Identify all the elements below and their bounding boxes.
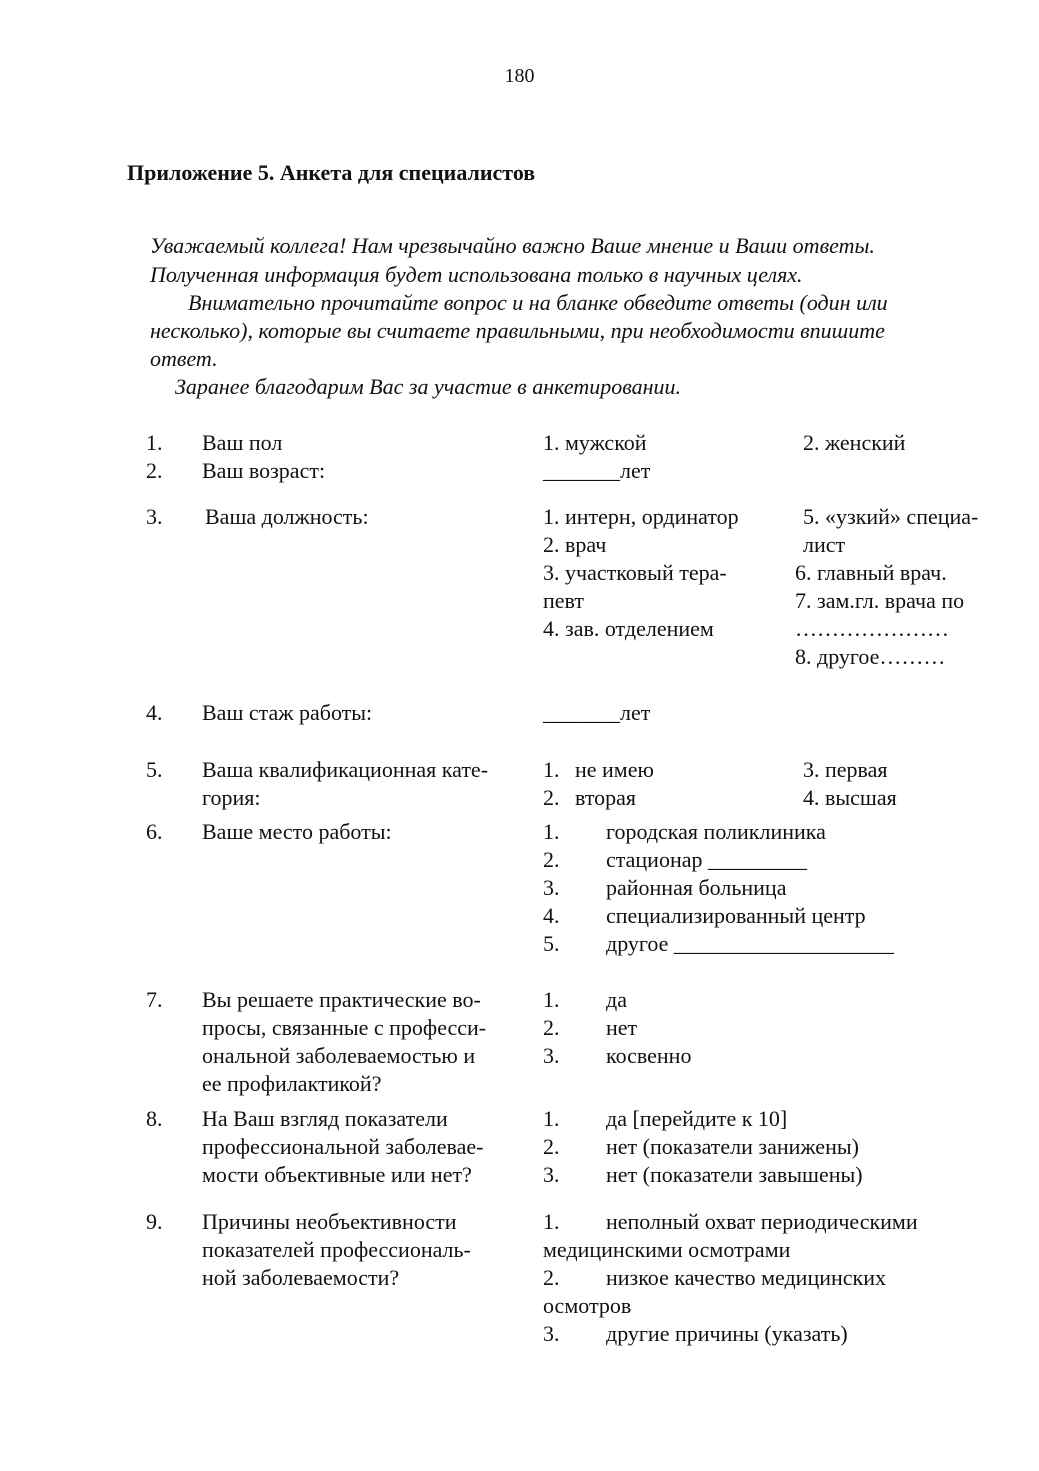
answer-option-continued: певт: [543, 588, 584, 613]
option-number: 3.: [543, 1043, 560, 1068]
question-text: профессиональной заболевае-: [202, 1134, 484, 1159]
question-number: 5.: [146, 757, 163, 782]
option-number: 3.: [543, 1321, 560, 1346]
answer-option[interactable]: да: [606, 987, 627, 1012]
question-number: 2.: [146, 458, 163, 483]
option-number: 1.: [543, 1106, 560, 1131]
answer-option[interactable]: 7. зам.гл. врача по: [795, 588, 965, 613]
question-number: 4.: [146, 700, 163, 725]
option-number: 1.: [543, 987, 560, 1012]
question-text: ее профилактикой?: [202, 1071, 382, 1096]
question-text: ональной заболеваемостью и: [202, 1043, 476, 1068]
question-text: На Ваш взгляд показатели: [202, 1106, 448, 1131]
answer-option[interactable]: стационар _________: [606, 847, 807, 872]
answer-option[interactable]: 1. мужской: [543, 430, 647, 455]
answer-option-continued: осмотров: [543, 1293, 632, 1318]
intro-line: ответ.: [150, 346, 218, 371]
answer-option-continued: медицинскими осмотрами: [543, 1237, 791, 1262]
question-number: 7.: [146, 987, 163, 1012]
option-number: 5.: [543, 931, 560, 956]
answer-option[interactable]: неполный охват периодическими: [606, 1209, 918, 1234]
option-number: 3.: [543, 1162, 560, 1187]
answer-option[interactable]: 3. первая: [803, 757, 888, 782]
answer-option[interactable]: вторая: [575, 785, 637, 810]
answer-option[interactable]: 1. интерн, ординатор: [543, 504, 739, 529]
question-text: ной заболеваемости?: [202, 1265, 400, 1290]
intro-line: Заранее благодарим Вас за участие в анкетировании.: [175, 374, 682, 399]
answer-option-continued: лист: [803, 532, 846, 557]
intro-line: несколько), которые вы считаете правильными, при необходимости впишите: [150, 318, 885, 343]
answer-option[interactable]: не имею: [575, 757, 654, 782]
option-number: 2.: [543, 1015, 560, 1040]
option-number: 1.: [543, 1209, 560, 1234]
answer-option[interactable]: нет: [606, 1015, 638, 1040]
answer-option[interactable]: 6. главный врач.: [795, 560, 947, 585]
answer-option[interactable]: 4. зав. отделением: [543, 616, 714, 641]
answer-option[interactable]: 4. высшая: [803, 785, 897, 810]
page-title: Приложение 5. Анкета для специалистов: [127, 160, 536, 185]
intro-line: Уважаемый коллега! Нам чрезвычайно важно Ваше мнение и Ваши ответы.: [150, 233, 875, 258]
answer-option[interactable]: 3. участковый тера-: [543, 560, 727, 585]
question-text: Вы решаете практические во-: [202, 987, 481, 1012]
answer-option[interactable]: специализированный центр: [606, 903, 866, 928]
intro-line: Полученная информация будет использована только в научных целях.: [150, 262, 803, 287]
answer-option[interactable]: другое ____________________: [606, 931, 894, 956]
option-number: 2.: [543, 1265, 560, 1290]
page-number: 180: [504, 65, 535, 87]
answer-option[interactable]: другие причины (указать): [606, 1321, 848, 1346]
answer-option[interactable]: 8. другое………: [795, 644, 946, 669]
option-number: 4.: [543, 903, 560, 928]
question-text: показателей профессиональ-: [202, 1237, 471, 1262]
question-number: 9.: [146, 1209, 163, 1234]
answer-option[interactable]: нет (показатели занижены): [606, 1134, 859, 1159]
answer-option[interactable]: да [перейдите к 10]: [606, 1106, 788, 1131]
question-text: Ваш пол: [202, 430, 283, 455]
question-text: Ваш возраст:: [202, 458, 326, 483]
answer-option[interactable]: городская поликлиника: [606, 819, 826, 844]
option-number: 2.: [543, 1134, 560, 1159]
question-text: мости объективные или нет?: [202, 1162, 472, 1187]
question-number: 6.: [146, 819, 163, 844]
option-number: 2.: [543, 847, 560, 872]
question-text: Ваше место работы:: [202, 819, 392, 844]
option-number: 1.: [543, 819, 560, 844]
answer-option[interactable]: низкое качество медицинских: [606, 1265, 886, 1290]
question-text: Причины необъективности: [202, 1209, 457, 1234]
option-number: 3.: [543, 875, 560, 900]
intro-line: Внимательно прочитайте вопрос и на бланке обведите ответы (один или: [188, 290, 888, 315]
answer-option[interactable]: 2. врач: [543, 532, 607, 557]
question-number: 8.: [146, 1106, 163, 1131]
option-number: 2.: [543, 785, 560, 810]
question-text: просы, связанные с професси-: [202, 1015, 487, 1040]
answer-option[interactable]: 5. «узкий» специа-: [803, 504, 979, 529]
answer-blank[interactable]: _______лет: [543, 700, 651, 725]
answer-option[interactable]: косвенно: [606, 1043, 692, 1068]
question-text: Ваша квалификационная кате-: [202, 757, 489, 782]
answer-blank[interactable]: _______лет: [543, 458, 651, 483]
answer-option[interactable]: нет (показатели завышены): [606, 1162, 863, 1187]
question-text: Ваша должность:: [205, 504, 369, 529]
answer-option[interactable]: 2. женский: [803, 430, 906, 455]
option-number: 1.: [543, 757, 560, 782]
question-number: 3.: [146, 504, 163, 529]
question-text: Ваш стаж работы:: [202, 700, 373, 725]
question-text: гория:: [202, 785, 261, 810]
answer-blank[interactable]: …………………: [795, 616, 949, 641]
answer-option[interactable]: районная больница: [606, 875, 787, 900]
question-number: 1.: [146, 430, 163, 455]
